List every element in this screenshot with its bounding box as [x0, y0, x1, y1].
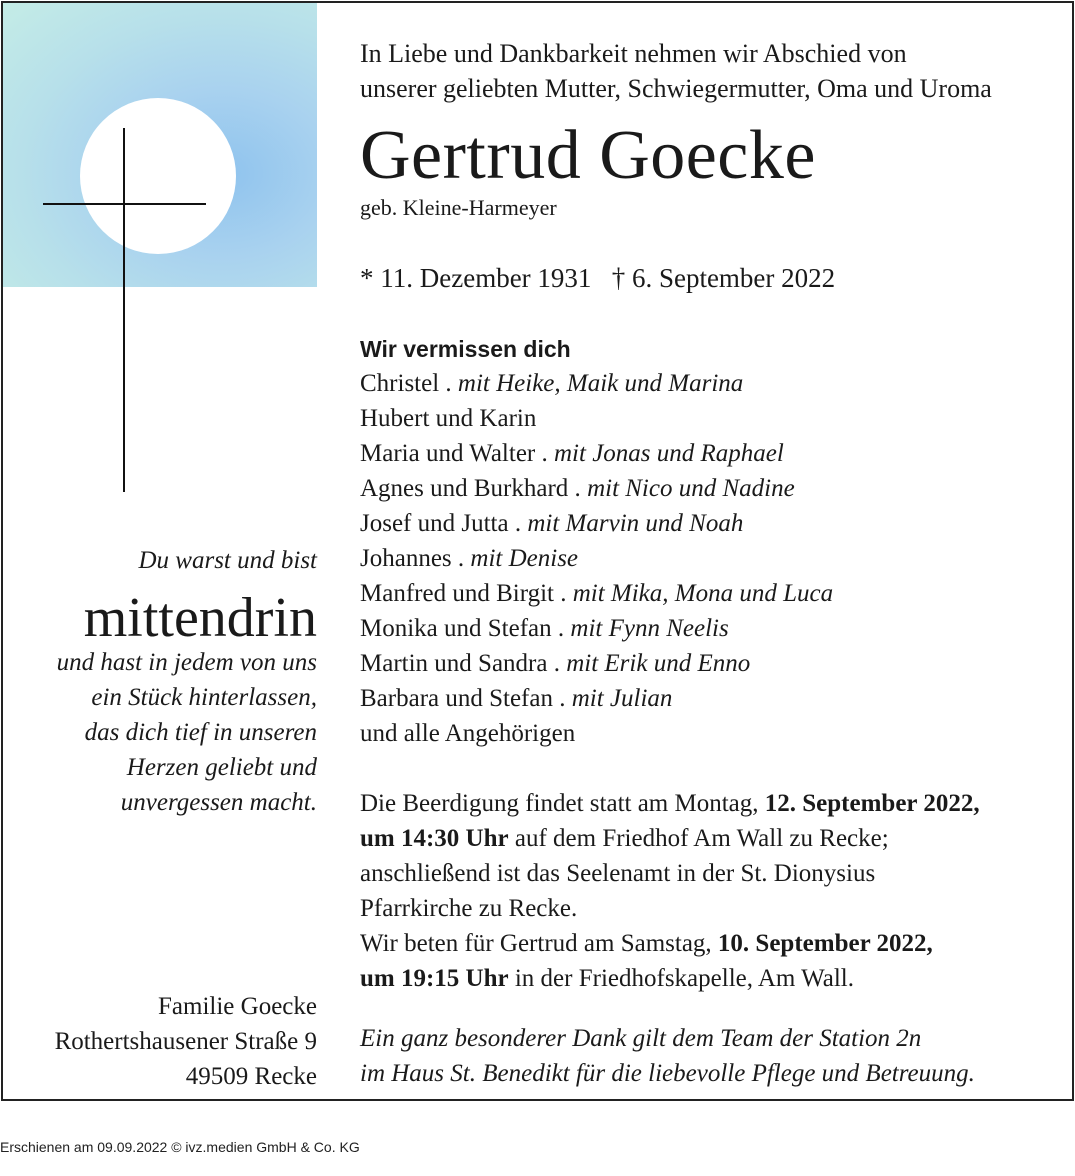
prayer-date: 10. September 2022, — [717, 930, 933, 957]
quote-line: unvergessen macht. — [120, 789, 317, 816]
member-children: mit Mika, Mona und Luca — [572, 580, 834, 607]
sender-family: Familie Goecke — [158, 993, 317, 1020]
publication-footer: Erschienen am 09.09.2022 © ivz.medien GmbH & Co. KG — [0, 1139, 360, 1155]
funeral-time: um 14:30 Uhr — [360, 825, 509, 852]
member-names: Monika und Stefan . — [360, 615, 571, 642]
member-names: Johannes . — [360, 545, 471, 572]
family-member — [360, 366, 833, 401]
quote-line: Herzen geliebt und — [126, 754, 317, 781]
sender-address — [55, 989, 317, 1094]
member-names: Manfred und Birgit . — [360, 580, 573, 607]
moon-circle — [80, 98, 236, 254]
prayer-text: Wir beten für Gertrud am Samstag, — [360, 930, 718, 957]
deceased-name: Gertrud Goecke — [360, 117, 816, 194]
quote-keyword: mittendrin — [83, 587, 317, 649]
intro-line: In Liebe und Dankbarkeit nehmen wir Abschied von — [360, 39, 907, 68]
member-names: Agnes und Burkhard . — [360, 475, 588, 502]
sender-street: Rothertshausener Straße 9 — [54, 1028, 317, 1055]
quote-line: und hast in jedem von uns — [56, 649, 317, 676]
prayer-text: in der Friedhofskapelle, Am Wall. — [508, 965, 854, 992]
family-member — [360, 541, 833, 576]
thanks-line: im Haus St. Benedikt für die liebevolle Pflege und Betreuung. — [360, 1060, 975, 1087]
quote-text — [57, 645, 317, 820]
member-children: mit Fynn Neelis — [570, 615, 729, 642]
family-member — [360, 401, 833, 436]
family-member — [360, 681, 833, 716]
life-dates — [360, 260, 1065, 296]
family-member — [360, 611, 833, 646]
family-member — [360, 576, 833, 611]
family-member — [360, 646, 833, 681]
family-member — [360, 506, 833, 541]
sky-moon-artwork — [3, 3, 317, 287]
member-names: Josef und Jutta . — [360, 510, 528, 537]
member-names: Maria und Walter . — [360, 440, 554, 467]
cross-bar — [43, 203, 206, 205]
funeral-text: anschließend ist das Seelenamt in der St. Dionysius — [360, 860, 876, 887]
member-children: mit Erik und Enno — [566, 650, 751, 677]
death-date: † 6. September 2022 — [611, 263, 836, 293]
thanks-text — [360, 1021, 1065, 1091]
member-names: und alle Angehörigen — [360, 720, 576, 747]
member-names: Barbara und Stefan . — [360, 685, 572, 712]
funeral-date: 12. September 2022, — [764, 790, 980, 817]
member-children: mit Jonas und Raphael — [554, 440, 784, 467]
funeral-info — [360, 786, 1065, 996]
member-children: mit Nico und Nadine — [587, 475, 795, 502]
member-children: mit Julian — [571, 685, 673, 712]
birth-date: * 11. Dezember 1931 — [360, 263, 592, 293]
funeral-text: auf dem Friedhof Am Wall zu Recke; — [508, 825, 889, 852]
funeral-text: Die Beerdigung findet statt am Montag, — [360, 790, 765, 817]
member-children: mit Denise — [470, 545, 579, 572]
quote-intro: Du warst und bist — [138, 547, 317, 574]
intro-text — [360, 36, 1065, 106]
member-names: Christel . — [360, 370, 458, 397]
family-list — [360, 366, 833, 751]
birth-name: geb. Kleine-Harmeyer — [360, 195, 557, 220]
member-children: mit Heike, Maik und Marina — [457, 370, 744, 397]
funeral-text: Pfarrkirche zu Recke. — [360, 895, 578, 922]
member-names: Martin und Sandra . — [360, 650, 567, 677]
family-member — [360, 716, 833, 751]
member-names: Hubert und Karin — [360, 405, 537, 432]
cross-icon — [123, 128, 125, 492]
family-member — [360, 436, 833, 471]
quote-line: ein Stück hinterlassen, — [91, 684, 317, 711]
family-heading: Wir vermissen dich — [360, 336, 571, 362]
sender-city: 49509 Recke — [185, 1063, 317, 1090]
thanks-line: Ein ganz besonderer Dank gilt dem Team der Station 2n — [360, 1025, 922, 1052]
quote-line: das dich tief in unseren — [84, 719, 317, 746]
intro-line: unserer geliebten Mutter, Schwiegermutter, Oma und Uroma — [360, 74, 992, 103]
family-member — [360, 471, 833, 506]
prayer-time: um 19:15 Uhr — [360, 965, 509, 992]
member-children: mit Marvin und Noah — [527, 510, 744, 537]
